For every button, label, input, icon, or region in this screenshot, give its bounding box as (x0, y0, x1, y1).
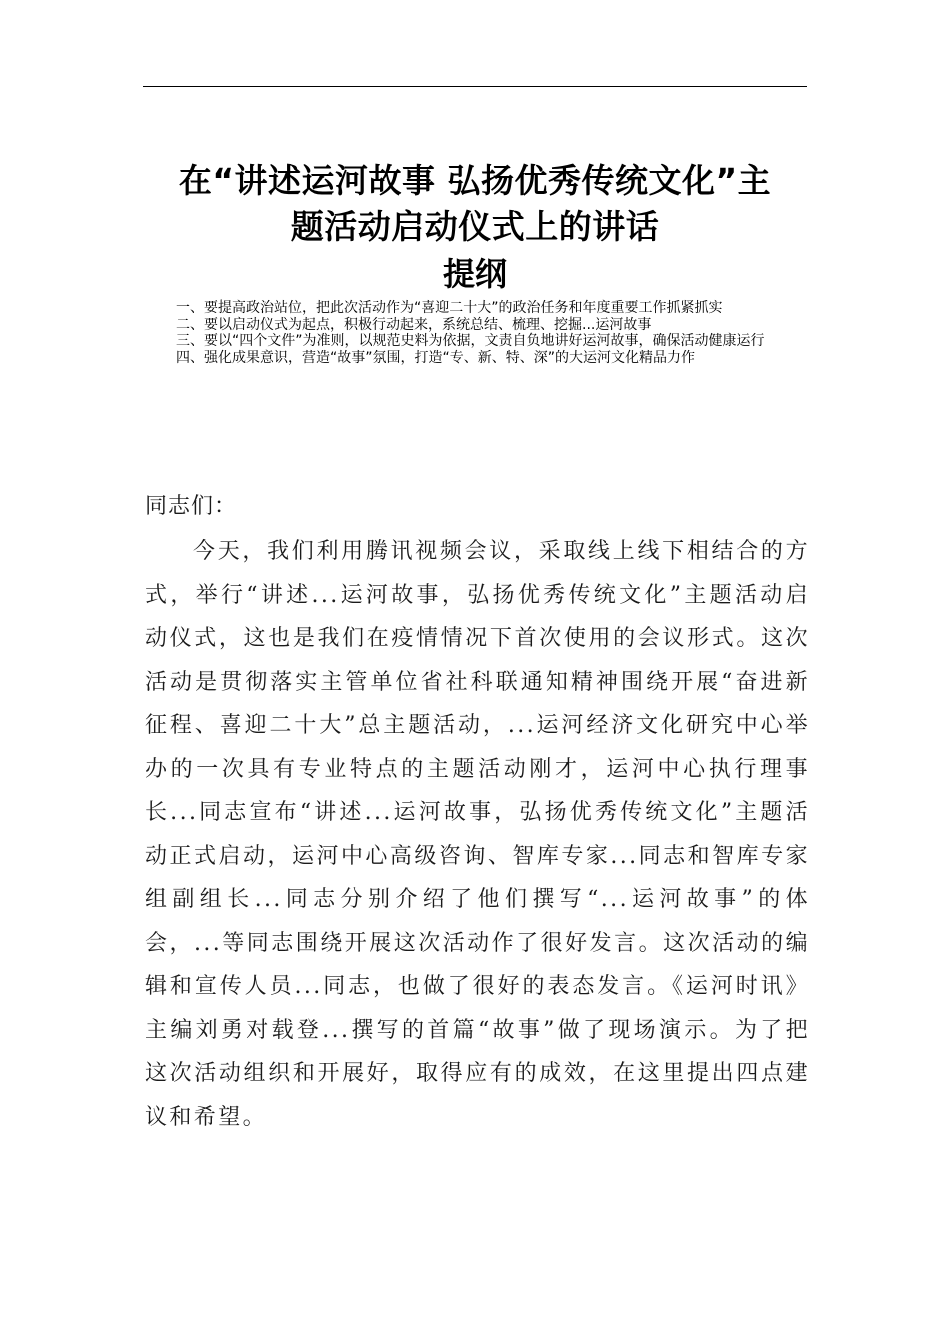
outline-list (176, 300, 810, 366)
outline-heading: 提纲 (442, 255, 507, 293)
title-line-2: 题活动启动仪式上的讲话 (290, 207, 660, 246)
document-title (120, 158, 830, 250)
outline-item-4: 四、强化成果意识，营造“故事”氛围，打造“专、新、特、深”的大运河文化精品力作 (176, 349, 696, 366)
outline-item-1: 一、要提高政治站位，把此次活动作为“喜迎二十大”的政治任务和年度重要工作抓紧抓实 (176, 300, 723, 316)
outline-item-2: 二、要以启动仪式为起点，积极行动起来，系统总结、梳理、挖掘...运河故事 (176, 316, 652, 333)
salutation: 同志们： (145, 494, 238, 519)
outline-item-3: 三、要以“四个文件”为准则，以规范史料为依据，文责自负地讲好运河故事，确保活动健康运行 (176, 333, 765, 349)
title-line-1: 在“讲述运河故事 弘扬优秀传统文化”主 (178, 161, 772, 200)
speech-paragraph: 今天，我们利用腾讯视频会议，采取线上线下相结合的方式，举行“讲述...运河故事，弘扬优秀传统文化”主题活动启动仪式，这也是我们在疫情情况下首次使用的会议形式。这次活动是贯彻落实主管单位省社科联通知精神围绕开展“奋进新征程、喜迎二十大”总主题活动，...运河经济文化研究中心举办的一次具有专业特点的主题活动刚才，运河中心执行理事长...同志宣布“讲述...运河故事，弘扬优秀传统文化”主题活动正式启动，运河中心高级咨询、智库专家...同志和智库专家组副组长...同志分别介绍了他们撰写“...运河故事”的体会，...等同志围绕开展这次活动作了很好发言。这次活动的编辑和宣传人员...同志，也做了很好的表态发言。《运河时讯》主编刘勇对载登...撰写的首篇“故事”做了现场演示。为了把这次活动组织和开展好，取得应有的成效，在这里提出四点建议和希望。 (145, 539, 810, 1130)
header-rule (143, 86, 807, 87)
